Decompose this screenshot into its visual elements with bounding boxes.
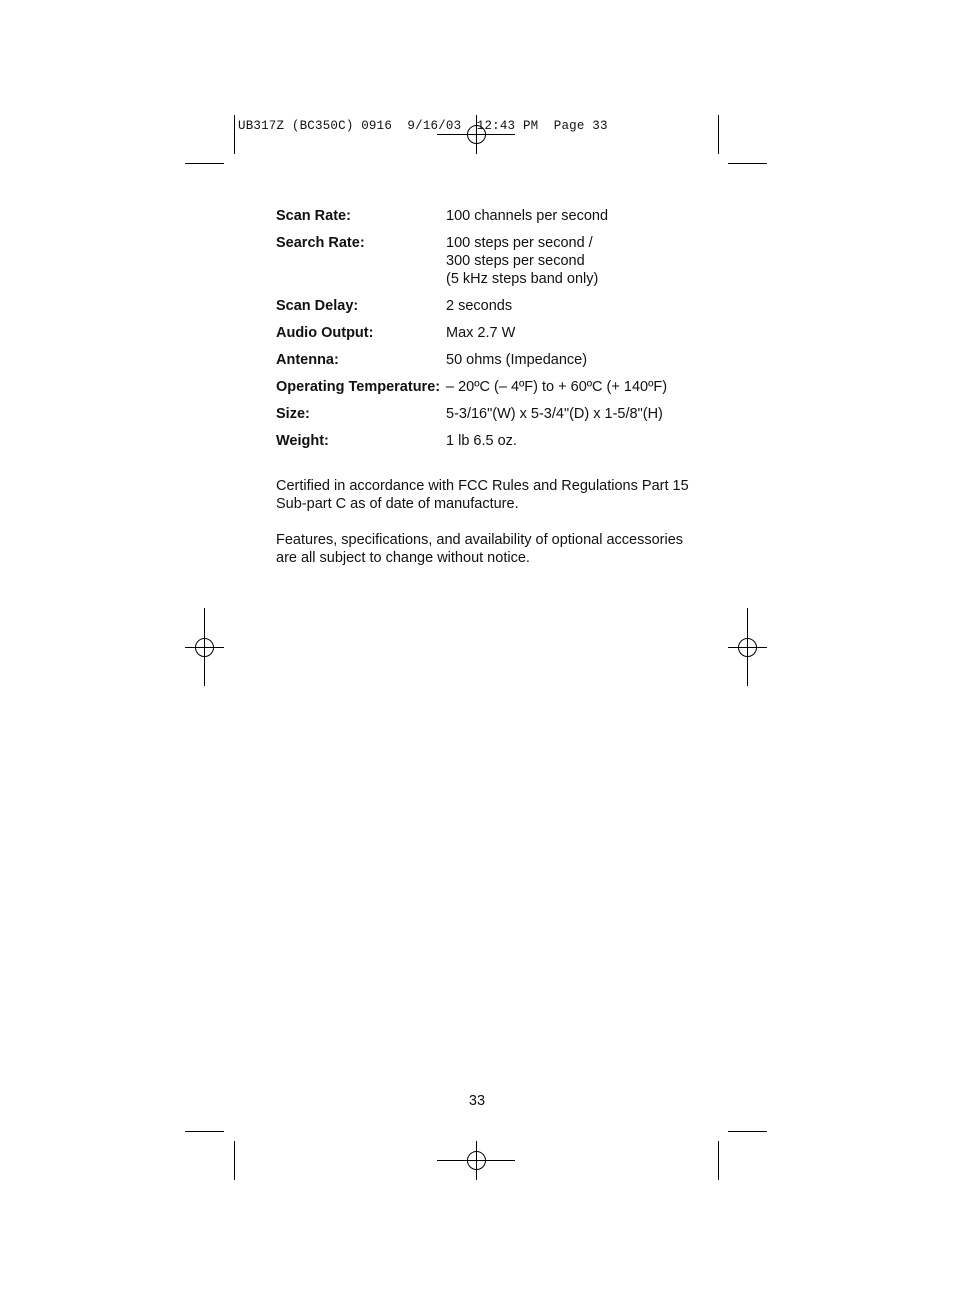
spec-value-line: – 20ºC (– 4ºF) to + 60ºC (+ 140ºF) xyxy=(446,379,668,395)
print-slug: UB317Z (BC350C) 0916 9/16/03 12:43 PM Page 33 xyxy=(238,119,608,133)
spec-row-scan-delay xyxy=(276,297,706,315)
spec-row-scan-rate xyxy=(276,207,706,225)
notes-section xyxy=(276,477,696,585)
spec-label: Scan Rate: xyxy=(276,208,351,224)
registration-mark-right xyxy=(728,608,767,686)
spec-value-line: 100 channels per second xyxy=(446,208,609,224)
registration-mark-bottom xyxy=(437,1141,515,1180)
change-notice-note: Features, specifications, and availability of optional accessories are all subject to change without notice. xyxy=(276,532,684,566)
spec-row-search-rate xyxy=(276,234,706,288)
spec-row-audio-output xyxy=(276,324,706,342)
spec-label: Operating Temperature: xyxy=(276,379,441,395)
spec-row-weight xyxy=(276,432,706,450)
spec-value xyxy=(446,234,706,288)
page-number: 33 xyxy=(468,1093,486,1109)
spec-value-line: 2 seconds xyxy=(446,298,513,314)
spec-label: Scan Delay: xyxy=(276,298,359,314)
spec-value xyxy=(446,207,706,225)
spec-label: Search Rate: xyxy=(276,235,365,251)
spec-value xyxy=(446,405,706,423)
spec-value xyxy=(446,324,706,342)
spec-row-size xyxy=(276,405,706,423)
specifications-list xyxy=(276,207,706,459)
spec-value xyxy=(446,297,706,315)
spec-label: Antenna: xyxy=(276,352,339,368)
spec-value-line: (5 kHz steps band only) xyxy=(446,271,599,287)
spec-value xyxy=(446,351,706,369)
fcc-certification-note: Certified in accordance with FCC Rules and Regulations Part 15 Sub-part C as of date of manufacture. xyxy=(276,478,689,512)
spec-label: Size: xyxy=(276,406,310,422)
spec-label: Weight: xyxy=(276,433,329,449)
spec-value-line: 300 steps per second xyxy=(446,253,585,269)
spec-value xyxy=(446,378,706,396)
spec-value-line: Max 2.7 W xyxy=(446,325,516,341)
registration-mark-left xyxy=(185,608,224,686)
registration-mark-top xyxy=(437,115,515,154)
spec-row-operating-temperature xyxy=(276,378,706,396)
spec-value xyxy=(446,432,706,450)
spec-value-line: 1 lb 6.5 oz. xyxy=(446,433,517,449)
spec-value-line: 100 steps per second / xyxy=(446,235,593,251)
spec-value-line: 5-3/16"(W) x 5-3/4"(D) x 1-5/8"(H) xyxy=(446,406,663,422)
spec-row-antenna xyxy=(276,351,706,369)
spec-label: Audio Output: xyxy=(276,325,374,341)
spec-value-line: 50 ohms (Impedance) xyxy=(446,352,588,368)
